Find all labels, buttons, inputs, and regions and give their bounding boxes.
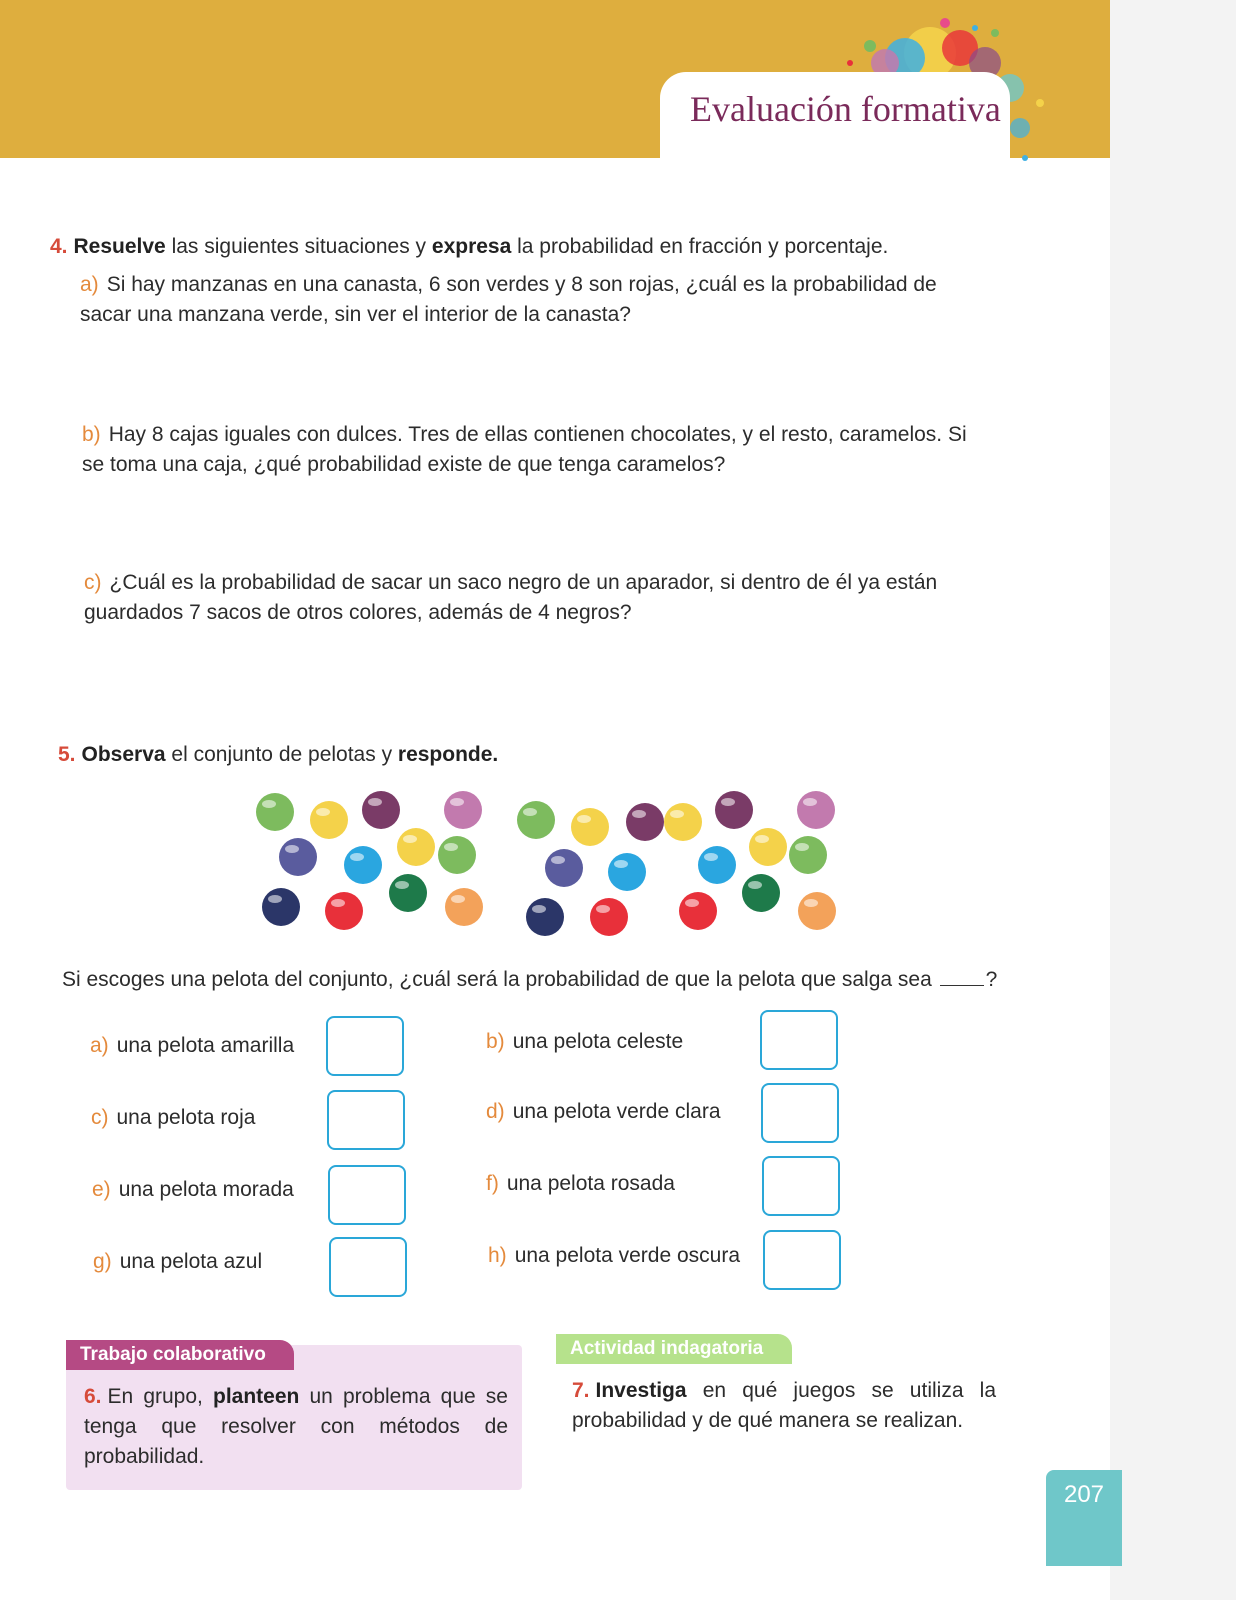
- item-letter: c): [84, 571, 102, 594]
- question-4c: [84, 568, 944, 628]
- option-c: [91, 1106, 255, 1130]
- item-letter: b): [82, 423, 101, 446]
- green-ball: [517, 801, 555, 839]
- answer-box-e[interactable]: [328, 1165, 406, 1225]
- question-6: [84, 1382, 508, 1472]
- option-b: [486, 1030, 683, 1054]
- option-letter: e): [92, 1178, 111, 1201]
- instruction-text: la probabilidad en fracción y porcentaje.: [511, 235, 889, 258]
- option-letter: c): [91, 1106, 109, 1129]
- cyan-ball: [344, 846, 382, 884]
- option-text: una pelota azul: [119, 1250, 263, 1273]
- option-letter: f): [486, 1172, 499, 1195]
- question-5: [58, 740, 958, 770]
- question-number: 6.: [84, 1385, 102, 1408]
- collaborative-tag: Trabajo colaborativo: [66, 1340, 294, 1370]
- item-text: Hay 8 cajas iguales con dulces. Tres de ellas contienen chocolates, y el resto, caramelos. Si se toma una caja, ¿qué probabilidad existe de que tenga caramelos?: [82, 423, 967, 476]
- page-margin: [1110, 0, 1236, 1600]
- prompt-text: Si escoges una pelota del conjunto, ¿cuál será la probabilidad de que la pelota que salga sea: [62, 968, 938, 991]
- question-number: 4.: [50, 235, 68, 258]
- option-text: una pelota amarilla: [116, 1034, 295, 1057]
- yellow-ball: [571, 808, 609, 846]
- question-4: [50, 232, 990, 262]
- option-h: [488, 1244, 740, 1268]
- option-a: [90, 1034, 294, 1058]
- page-number: 207: [1046, 1470, 1122, 1566]
- item-text: Si hay manzanas en una canasta, 6 son verdes y 8 son rojas, ¿cuál es la probabilidad de sacar una manzana verde, sin ver el interior de la canasta?: [80, 273, 937, 326]
- answer-box-h[interactable]: [763, 1230, 841, 1290]
- option-d: [486, 1100, 721, 1124]
- pink-ball: [797, 791, 835, 829]
- option-text: una pelota rosada: [506, 1172, 675, 1195]
- option-e: [92, 1178, 294, 1202]
- darkgreen-ball: [389, 874, 427, 912]
- question-4a: [80, 270, 980, 330]
- question-4b: [82, 420, 982, 480]
- prompt-end: ?: [985, 968, 998, 991]
- question-5-prompt: [62, 968, 997, 992]
- instruction-verb: Resuelve: [73, 235, 166, 258]
- green-ball: [438, 836, 476, 874]
- question-number: 5.: [58, 743, 76, 766]
- purple-ball: [626, 803, 664, 841]
- answer-box-f[interactable]: [762, 1156, 840, 1216]
- cyan-ball: [698, 846, 736, 884]
- yellow-ball: [664, 803, 702, 841]
- cyan-ball: [608, 853, 646, 891]
- option-text: una pelota morada: [118, 1178, 294, 1201]
- answer-box-d[interactable]: [761, 1083, 839, 1143]
- answer-box-c[interactable]: [327, 1090, 405, 1150]
- item-letter: a): [80, 273, 99, 296]
- purple-ball: [715, 791, 753, 829]
- navy-ball: [526, 898, 564, 936]
- answer-box-b[interactable]: [760, 1010, 838, 1070]
- answer-box-a[interactable]: [326, 1016, 404, 1076]
- red-ball: [590, 898, 628, 936]
- yellow-ball: [749, 828, 787, 866]
- blank-line: [940, 985, 984, 986]
- balls-illustration: [250, 785, 860, 960]
- question-text: En grupo,: [107, 1385, 213, 1408]
- option-letter: b): [486, 1030, 505, 1053]
- instruction-text: las siguientes situaciones y: [165, 235, 432, 258]
- option-text: una pelota roja: [116, 1106, 256, 1129]
- option-letter: d): [486, 1100, 505, 1123]
- question-number: 7.: [572, 1379, 590, 1402]
- red-ball: [325, 892, 363, 930]
- inquiry-tag: Actividad indagatoria: [556, 1334, 792, 1364]
- question-text: en qué juegos se utiliza la probabilidad y de qué manera se realizan.: [572, 1379, 996, 1432]
- option-letter: h): [488, 1244, 507, 1267]
- option-letter: g): [93, 1250, 112, 1273]
- violet-ball: [279, 838, 317, 876]
- instruction-verb: responde.: [397, 743, 499, 766]
- purple-ball: [362, 791, 400, 829]
- option-g: [93, 1250, 262, 1274]
- option-text: una pelota celeste: [512, 1030, 684, 1053]
- instruction-verb: Investiga: [595, 1379, 687, 1402]
- pink-ball: [444, 791, 482, 829]
- instruction-verb: Observa: [81, 743, 166, 766]
- orange-ball: [445, 888, 483, 926]
- instruction-text: el conjunto de pelotas y: [165, 743, 398, 766]
- item-text: ¿Cuál es la probabilidad de sacar un saco negro de un aparador, si dentro de él ya están guardados 7 sacos de otros colores, además de 4 negros?: [84, 571, 938, 624]
- option-text: una pelota verde oscura: [514, 1244, 741, 1267]
- page-title: Evaluación formativa: [690, 89, 1001, 129]
- option-f: [486, 1172, 675, 1196]
- green-ball: [256, 793, 294, 831]
- yellow-ball: [397, 828, 435, 866]
- red-ball: [679, 892, 717, 930]
- violet-ball: [545, 849, 583, 887]
- question-text: un problema que se tenga que resolver con métodos de probabilidad.: [84, 1385, 508, 1468]
- yellow-ball: [310, 801, 348, 839]
- answer-box-g[interactable]: [329, 1237, 407, 1297]
- navy-ball: [262, 888, 300, 926]
- orange-ball: [798, 892, 836, 930]
- instruction-verb: expresa: [431, 235, 512, 258]
- option-letter: a): [90, 1034, 109, 1057]
- option-text: una pelota verde clara: [512, 1100, 721, 1123]
- instruction-verb: planteen: [213, 1385, 300, 1408]
- darkgreen-ball: [742, 874, 780, 912]
- green-ball: [789, 836, 827, 874]
- question-7: [572, 1376, 996, 1436]
